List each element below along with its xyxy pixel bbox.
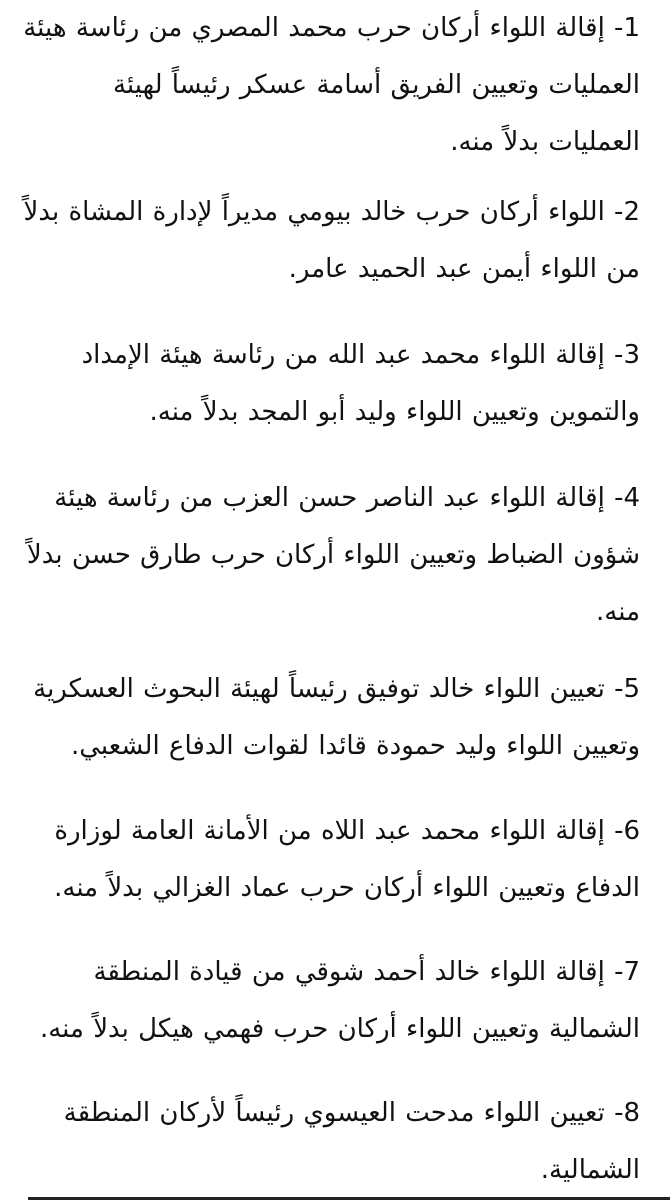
list-item: 3- إقالة اللواء محمد عبد الله من رئاسة هيئة الإمداد والتموين وتعيين اللواء وليد أبو المجد بدلاً منه.	[81, 340, 640, 427]
list-item: 2- اللواء أركان حرب خالد بيومي مديراً لإدارة المشاة بدلاً من اللواء أيمن عبد الحميد عامر.	[23, 197, 640, 284]
list-item: 1- إقالة اللواء أركان حرب محمد المصري من رئاسة هيئة العمليات وتعيين الفريق أسامة عسكر رئيساً لهيئة العمليات بدلاً منه.	[23, 13, 640, 157]
list-item: 8- تعيين اللواء مدحت العيسوي رئيساً لأركان المنطقة الشمالية.	[63, 1098, 640, 1185]
list-item: 7- إقالة اللواء خالد أحمد شوقي من قيادة المنطقة الشمالية وتعيين اللواء أركان حرب فهمي هيكل بدلاً منه.	[39, 957, 640, 1044]
list-item: 6- إقالة اللواء محمد عبد اللاه من الأمانة العامة لوزارة الدفاع وتعيين اللواء أركان حرب عماد الغزالي بدلاً منه.	[54, 816, 640, 903]
list-item: 5- تعيين اللواء خالد توفيق رئيساً لهيئة البحوث العسكرية وتعيين اللواء وليد حمودة قائدا لقوات الدفاع الشعبي.	[33, 674, 640, 761]
list-item: 4- إقالة اللواء عبد الناصر حسن العزب من رئاسة هيئة شؤون الضباط وتعيين اللواء أركان حرب طارق حسن بدلاً منه.	[26, 483, 640, 627]
